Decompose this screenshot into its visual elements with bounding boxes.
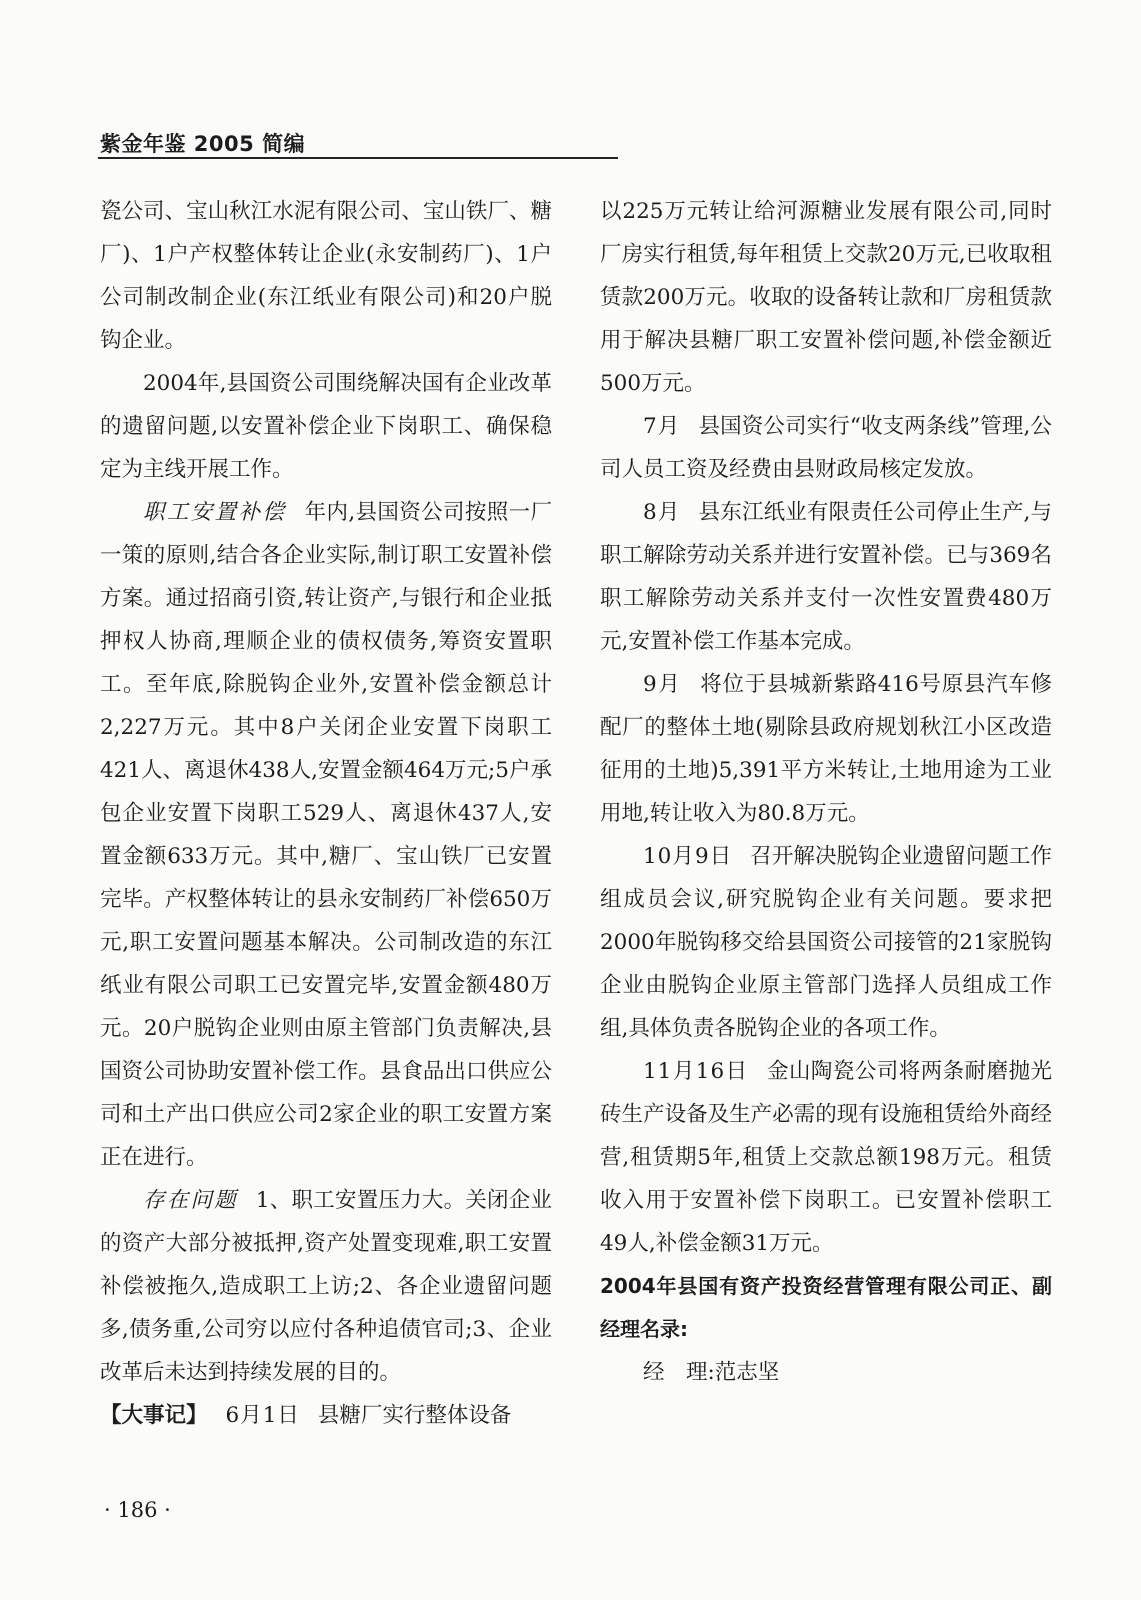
paragraph	[600, 1050, 1052, 1265]
event-date: 9月	[643, 672, 682, 697]
page-number: · 186 ·	[104, 1498, 171, 1522]
paragraph	[600, 663, 1052, 835]
paragraph-text: 金山陶瓷公司将两条耐磨抛光砖生产设备及生产必需的现有设施租赁给外商经营,租赁期5年,租赁上交款总额198万元。租赁收入用于安置补偿下岗职工。已安置补偿职工49人,补偿金额31万元。	[600, 1059, 1052, 1256]
paragraph	[100, 1394, 552, 1437]
paragraph: 2004年,县国资公司围绕解决国有企业改革的遗留问题,以安置补偿企业下岗职工、确保稳定为主线开展工作。	[100, 371, 552, 482]
event-date: 7月	[643, 414, 681, 439]
section-lead: 职工安置补偿	[143, 500, 287, 525]
paragraph-text: 县东江纸业有限责任公司停止生产,与职工解除劳动关系并进行安置补偿。已与369名职工解除劳动关系并支付一次性安置费480万元,安置补偿工作基本完成。	[600, 500, 1052, 654]
event-date: 11月16日	[643, 1059, 749, 1084]
paragraph-text: 召开解决脱钩企业遗留问题工作组成员会议,研究脱钩企业有关问题。要求把2000年脱钩移交给县国资公司接管的21家脱钩企业由脱钩企业原主管部门选择人员组成工作组,具体负责各脱钩企业的各项工作。	[600, 844, 1052, 1041]
event-date: 6月1日	[225, 1403, 300, 1428]
event-date: 8月	[643, 500, 681, 525]
paragraph	[100, 1179, 552, 1394]
manager-entry: 经 理:范志坚	[643, 1360, 780, 1385]
right-column	[600, 190, 1052, 1394]
list-title: 2004年县国有资产投资经营管理有限公司正、副经理名录:	[600, 1274, 1052, 1341]
paragraph	[100, 491, 552, 1179]
chronicle-title: 【大事记】	[100, 1403, 208, 1428]
paragraph: 以225万元转让给河源糖业发展有限公司,同时厂房实行租赁,每年租赁上交款20万元,已收取租赁款200万元。收取的设备转让款和厂房租赁款用于解决县糖厂职工安置补偿问题,补偿金额近500万元。	[600, 199, 1052, 396]
paragraph-text: 县糖厂实行整体设备	[317, 1403, 512, 1428]
header-rule	[98, 157, 618, 159]
paragraph-text: 1、职工安置压力大。关闭企业的资产大部分被抵押,资产处置变现难,职工安置补偿被拖久,造成职工上访;2、各企业遗留问题多,债务重,公司穷以应付各种追债官司;3、企业改革后未达到持续发展的目的。	[100, 1188, 552, 1385]
paragraph	[600, 405, 1052, 491]
running-header: 紫金年鉴 2005 简编	[100, 132, 306, 156]
left-column	[100, 190, 552, 1437]
paragraph	[600, 491, 1052, 663]
section-lead: 存在问题	[143, 1188, 238, 1213]
paragraph-text: 将位于县城新紫路416号原县汽车修配厂的整体土地(剔除县政府规划秋江小区改造征用的土地)5,391平方米转让,土地用途为工业用地,转让收入为80.8万元。	[600, 672, 1052, 826]
paragraph	[600, 835, 1052, 1050]
paragraph: 瓷公司、宝山秋江水泥有限公司、宝山铁厂、糖厂)、1户产权整体转让企业(永安制药厂)、1户公司制改制企业(东江纸业有限公司)和20户脱钩企业。	[100, 199, 552, 353]
event-date: 10月9日	[643, 844, 733, 869]
paragraph-text: 年内,县国资公司按照一厂一策的原则,结合各企业实际,制订职工安置补偿方案。通过招商引资,转让资产,与银行和企业抵押权人协商,理顺企业的债权债务,筹资安置职工。至年底,除脱钩企业外,安置补偿金额总计2,227万元。其中8户关闭企业安置下岗职工421人、离退休438人,安置金额464万元;5户承包企业安置下岗职工529人、离退休437人,安置金额633万元。其中,糖厂、宝山铁厂已安置完毕。产权整体转让的县永安制药厂补偿650万元,职工安置问题基本解决。公司制改造的东江纸业有限公司职工已安置完毕,安置金额480万元。20户脱钩企业则由原主管部门负责解决,县国资公司协助安置补偿工作。县食品出口供应公司和土产出口供应公司2家企业的职工安置方案正在进行。	[100, 500, 552, 1170]
paragraph-text: 县国资公司实行“收支两条线”管理,公司人员工资及经费由县财政局核定发放。	[600, 414, 1052, 482]
